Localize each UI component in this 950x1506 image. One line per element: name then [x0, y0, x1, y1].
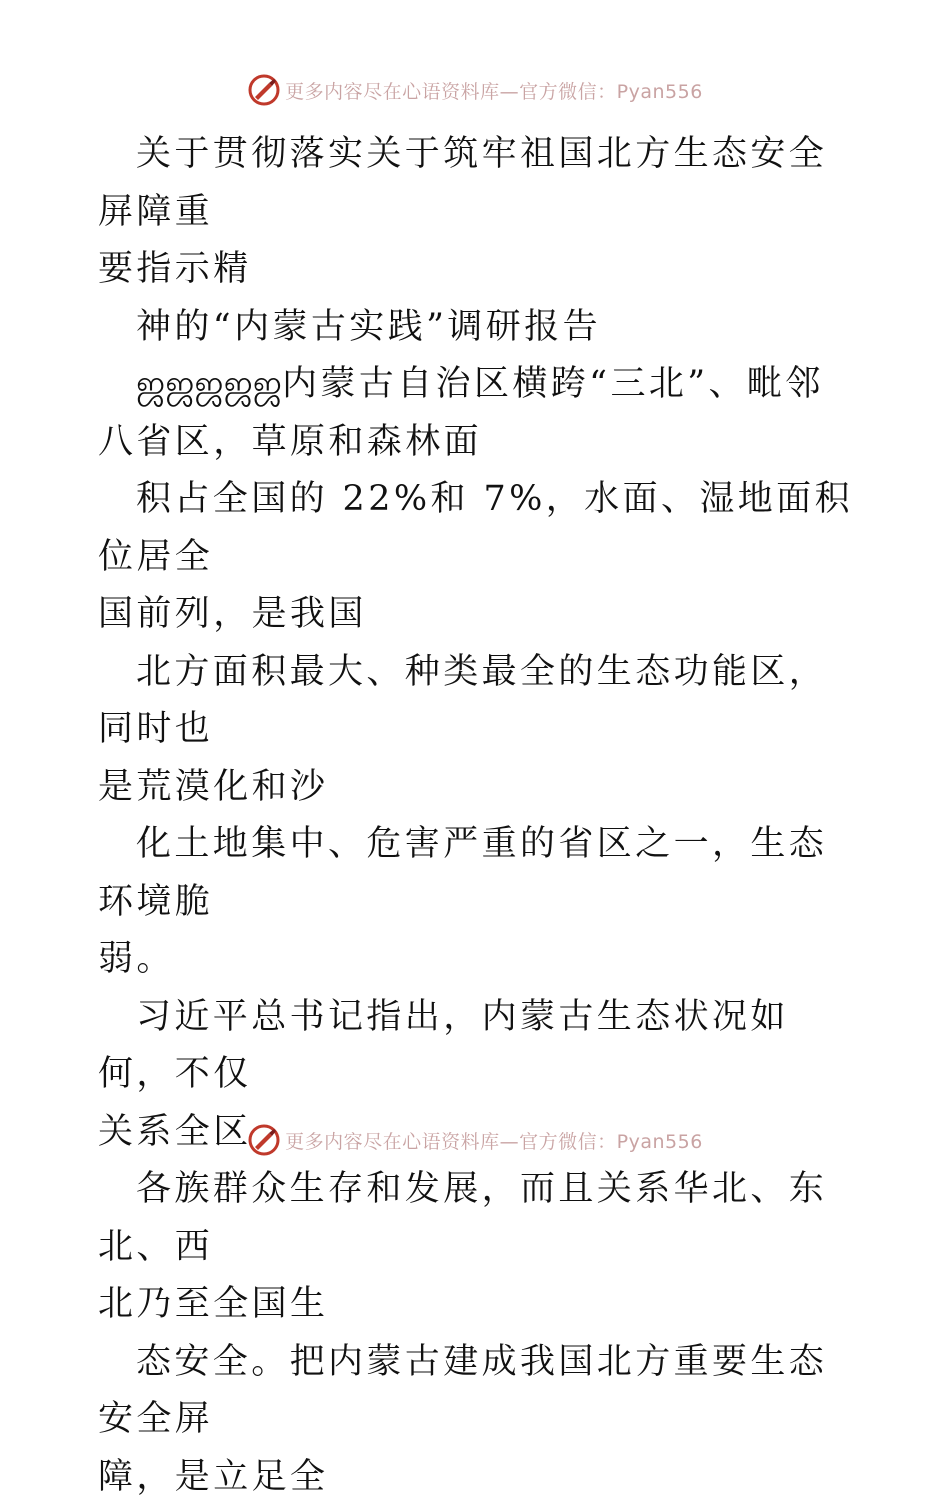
body-line — [98, 241, 858, 299]
body-line — [98, 1334, 858, 1449]
body-line — [98, 471, 858, 586]
watermark-text: 更多内容尽在心语资料库—官方微信：Pyan556 — [285, 1127, 703, 1154]
body-line — [98, 299, 858, 357]
body-line-text: 八省区，草原和森林面 — [98, 422, 482, 462]
decorative-flourish: ஜஜஜஜஜ — [136, 364, 282, 404]
body-line-text: 关于贯彻落实关于筑牢祖国北方生态安全屏障重 — [98, 134, 827, 232]
body-line — [98, 989, 858, 1104]
body-line-text: 神的“内蒙古实践”调研报告 — [136, 307, 601, 347]
body-line — [98, 586, 858, 644]
body-line-text: 习近平总书记指出，内蒙古生态状况如何，不仅 — [98, 997, 789, 1095]
body-line — [98, 126, 858, 241]
body-line — [98, 1449, 858, 1506]
body-line-text: 关系全区 — [98, 1112, 252, 1152]
body-line — [98, 816, 858, 931]
body-line — [98, 759, 858, 817]
pen-logo-icon — [247, 73, 281, 107]
body-line — [98, 414, 858, 472]
body-line — [98, 1161, 858, 1276]
body-line-text: 化土地集中、危害严重的省区之一，生态环境脆 — [98, 824, 827, 922]
watermark-text: 更多内容尽在心语资料库—官方微信：Pyan556 — [285, 77, 703, 104]
body-line-text: 是荒漠化和沙 — [98, 767, 328, 807]
body-line-text: 北乃至全国生 — [98, 1284, 328, 1324]
body-line-text: 积占全国的 22%和 7%，水面、湿地面积位居全 — [98, 479, 853, 577]
body-line-text: 要指示精 — [98, 249, 252, 289]
body-line-text: 各族群众生存和发展，而且关系华北、东北、西 — [98, 1169, 827, 1267]
body-line — [98, 356, 858, 414]
footer-watermark — [0, 1120, 950, 1160]
body-line-text: 障，是立足全 — [98, 1457, 328, 1497]
body-line — [98, 1276, 858, 1334]
body-line — [98, 931, 858, 989]
body-line-text: 北方面积最大、种类最全的生态功能区，同时也 — [98, 652, 827, 750]
body-line-text: 国前列，是我国 — [98, 594, 367, 634]
body-line-text: 内蒙古自治区横跨“三北”、毗邻 — [282, 364, 824, 404]
header-watermark — [0, 70, 950, 110]
document-body — [98, 126, 858, 1506]
pen-logo-icon — [247, 1123, 281, 1157]
body-line-text: 态安全。把内蒙古建成我国北方重要生态安全屏 — [98, 1342, 827, 1440]
body-line — [98, 644, 858, 759]
body-line-text: 弱。 — [98, 939, 175, 979]
